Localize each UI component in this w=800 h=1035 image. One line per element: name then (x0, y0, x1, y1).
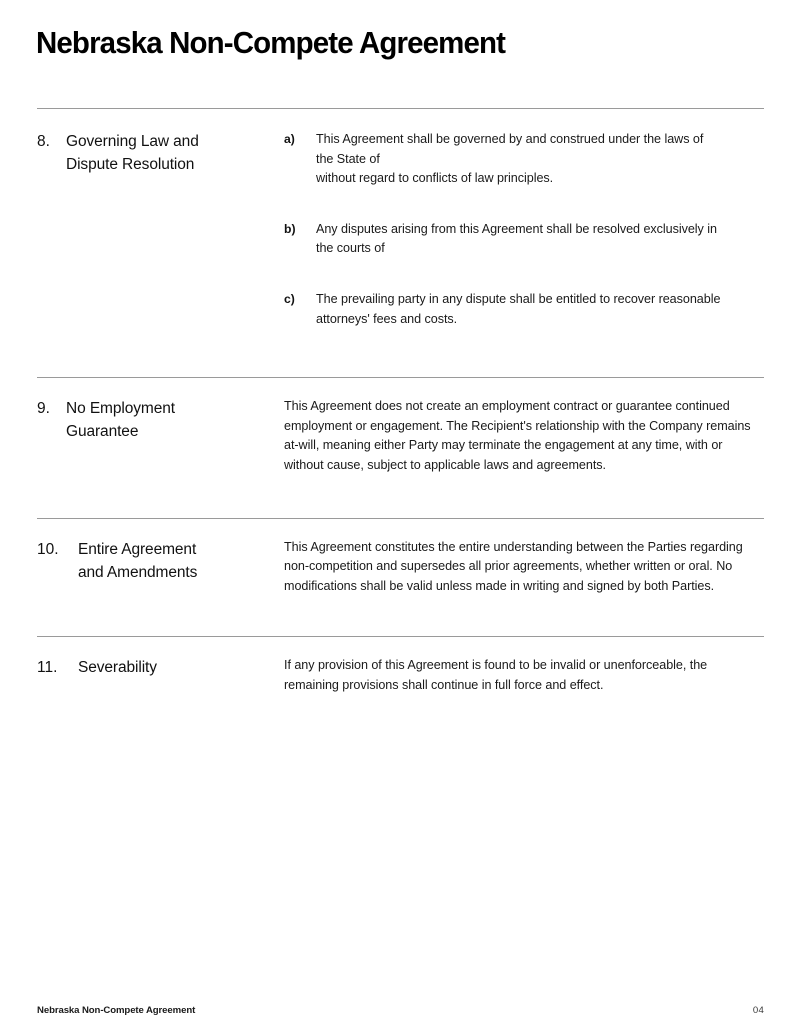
section-10 (37, 538, 764, 597)
spacer (37, 637, 764, 656)
section-8-item-c-line1: The prevailing party in any dispute shall be entitled to recover reasonable (316, 291, 721, 306)
spacer (37, 378, 764, 397)
section-8-item-a-line3: without regard to conflicts of law principles. (316, 171, 554, 186)
section-8-item-a (284, 130, 764, 189)
section-9-heading (37, 397, 284, 443)
section-9-title-line1: No Employment (66, 400, 175, 418)
section-11-title (78, 656, 157, 679)
section-10-body (284, 538, 764, 597)
section-9-title (66, 397, 175, 443)
section-8-item-b (284, 220, 764, 259)
section-11-number: 11. (37, 659, 58, 677)
section-8-body (284, 130, 764, 329)
section-10-paragraph: This Agreement constitutes the entire understanding between the Parties regarding non-competition and supersedes all prior agreements, whether written or oral. No modifications shall be valid unless made in writing and signed by both Parties. (284, 539, 743, 593)
section-8-item-a-text (316, 130, 764, 189)
section-8 (37, 130, 764, 329)
spacer (37, 519, 764, 538)
spacer (284, 189, 764, 220)
section-9-paragraph: This Agreement does not create an employment contract or guarantee continued employment or engagement. The Recipient's relationship with the Company remains at-will, meaning either Party may terminate the engagement at any time, with or without cause, subject to applicable laws and agreements. (284, 399, 751, 472)
section-11-paragraph: If any provision of this Agreement is found to be invalid or unenforceable, the remaining provisions shall continue in full force and effect. (284, 658, 708, 692)
page-footer (37, 1005, 764, 1016)
section-8-title-line2: Dispute Resolution (66, 156, 195, 173)
section-8-item-b-line1: Any disputes arising from this Agreement shall be resolved exclusively in (316, 221, 717, 236)
section-8-item-a-line1: This Agreement shall be governed by and construed under the laws of (316, 132, 704, 146)
spacer (37, 476, 764, 518)
section-11-heading (37, 656, 284, 679)
section-8-item-b-line2: the courts of (316, 241, 385, 256)
section-8-item-c-marker: c) (284, 291, 295, 306)
spacer (284, 259, 764, 290)
section-8-item-a-line2: the State of (316, 151, 380, 166)
section-11 (37, 656, 764, 695)
section-9-title-line2: Guarantee (66, 423, 139, 441)
section-8-number: 8. (37, 133, 50, 150)
section-10-heading (37, 538, 284, 584)
page-title: Nebraska Non-Compete Agreement (36, 25, 506, 60)
section-9-body (284, 397, 764, 475)
section-9 (37, 397, 764, 475)
spacer (37, 329, 764, 377)
spacer (37, 109, 764, 130)
section-10-title-line1: Entire Agreement (78, 540, 197, 558)
section-10-title (78, 538, 197, 584)
section-8-item-b-text (316, 220, 764, 259)
section-11-title-line1: Severability (78, 659, 157, 677)
spacer (37, 596, 764, 636)
section-8-item-a-marker: a) (284, 132, 295, 146)
document-content (37, 108, 764, 696)
section-11-body (284, 656, 764, 695)
section-8-item-c (284, 290, 764, 329)
footer-document-title: Nebraska Non-Compete Agreement (37, 1005, 196, 1016)
section-8-item-c-line2: attorneys' fees and costs. (316, 311, 458, 326)
section-8-heading (37, 130, 284, 176)
section-8-title (66, 130, 199, 176)
section-10-title-line2: and Amendments (78, 563, 198, 581)
section-8-item-b-marker: b) (284, 221, 296, 236)
section-10-number: 10. (37, 540, 59, 558)
section-9-number: 9. (37, 400, 50, 418)
section-8-item-c-text (316, 290, 764, 329)
section-8-title-line1: Governing Law and (66, 133, 199, 150)
footer-page-number: 04 (752, 1005, 764, 1016)
